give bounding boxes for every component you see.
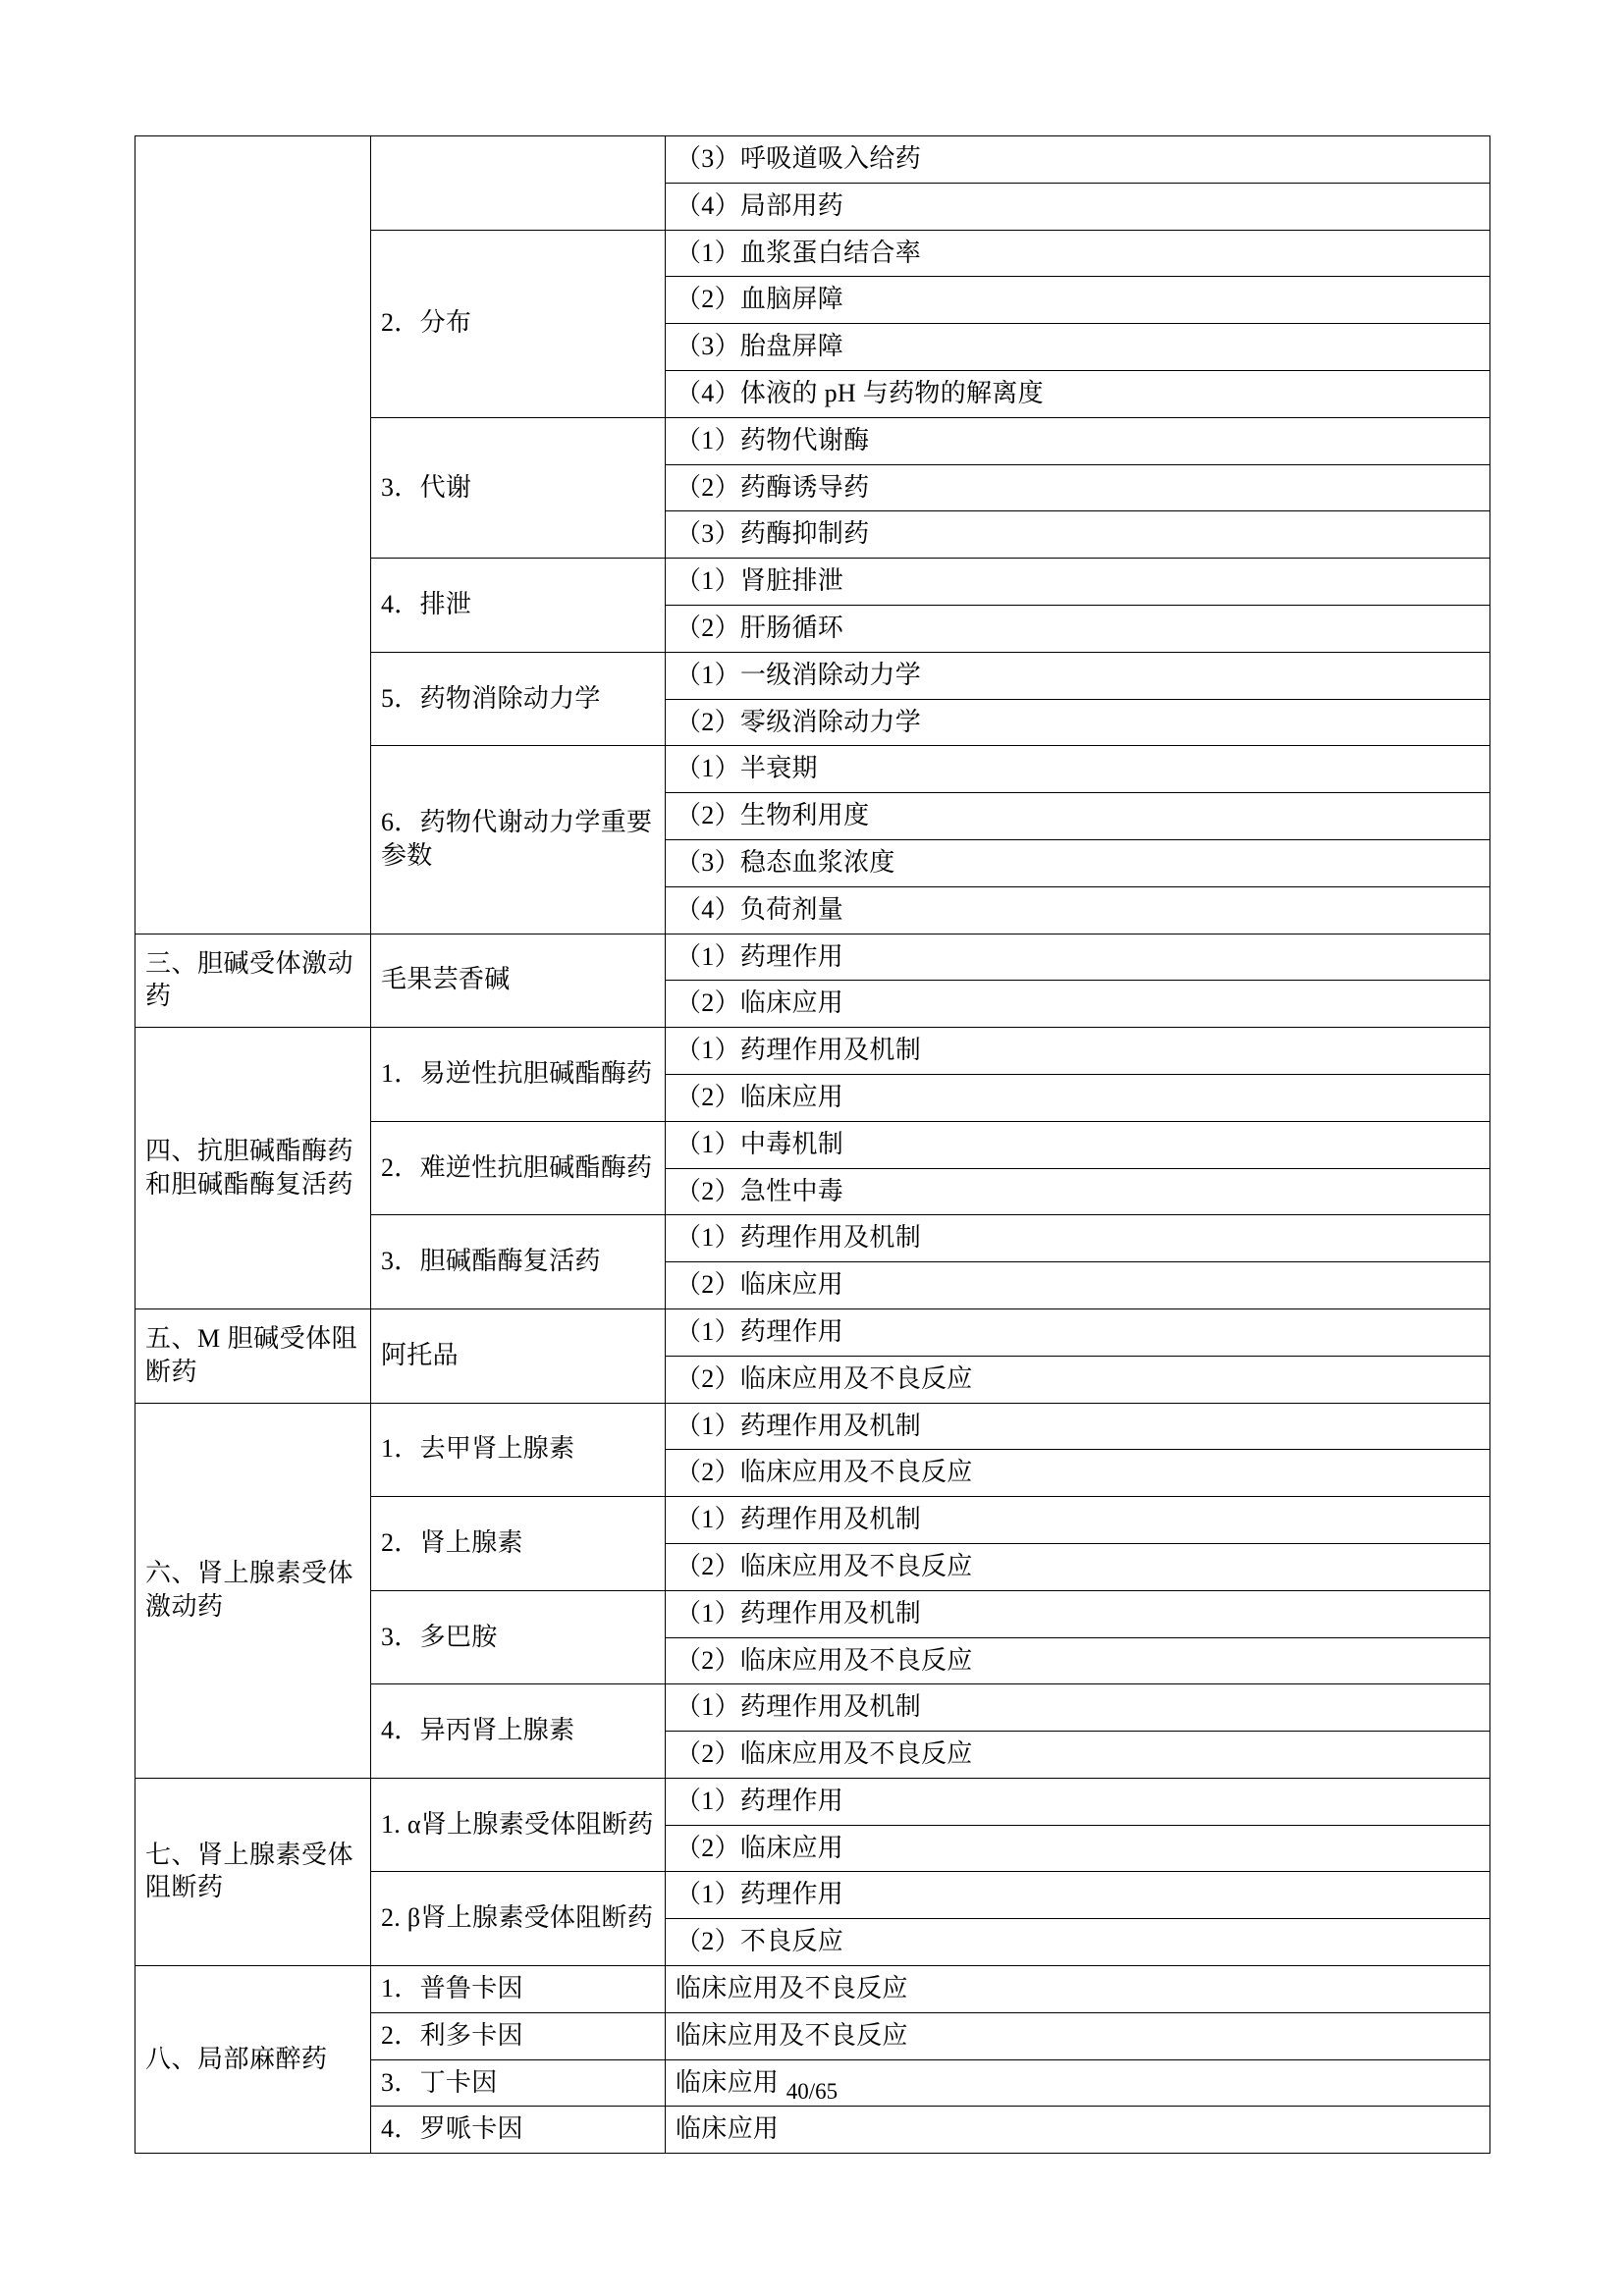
detail-cell: （2）血脑屏障 [666,277,1490,324]
topic-cell-elimination-kinetics: 5．药物消除动力学 [371,652,666,746]
table-row [135,934,1490,981]
topic-cell-irreversible-anticholinesterase: 2．难逆性抗胆碱酯酶药 [371,1121,666,1215]
topic-cell-pilocarpine: 毛果芸香碱 [371,934,666,1028]
detail-cell: （2）零级消除动力学 [666,699,1490,746]
table-row [135,1778,1490,1825]
topic-cell-noradrenaline: 1．去甲肾上腺素 [371,1403,666,1497]
topic-cell-pk-parameters: 6．药物代谢动力学重要参数 [371,746,666,934]
detail-cell: （2）药酶诱导药 [666,464,1490,511]
detail-cell: （1）药物代谢酶 [666,417,1490,464]
detail-cell: （1）药理作用 [666,1872,1490,1919]
category-cell-section-6: 六、肾上腺素受体激动药 [135,1403,371,1778]
topic-cell-lidocaine: 2．利多卡因 [371,2012,666,2059]
detail-cell: （1）药理作用 [666,934,1490,981]
page-footer: 40/65 [785,2079,839,2104]
detail-cell: 临床应用及不良反应 [666,2012,1490,2059]
table-row [135,136,1490,184]
syllabus-table-body [135,136,1490,2154]
category-cell-section-5: 五、M 胆碱受体阻断药 [135,1308,371,1403]
category-cell-section-4: 四、抗胆碱酯酶药和胆碱酯酶复活药 [135,1028,371,1309]
topic-cell-distribution: 2．分布 [371,230,666,417]
topic-cell-continued [371,136,666,231]
category-cell-continued [135,136,371,934]
topic-cell-atropine: 阿托品 [371,1308,666,1403]
detail-cell: （1）药理作用及机制 [666,1215,1490,1262]
detail-cell: （3）稳态血浆浓度 [666,839,1490,886]
detail-cell: （2）生物利用度 [666,793,1490,840]
detail-cell: （2）临床应用 [666,981,1490,1028]
syllabus-table-wrapper [135,135,1489,2154]
detail-cell: （1）药理作用及机制 [666,1684,1490,1732]
detail-cell: （3）药酶抑制药 [666,511,1490,559]
detail-cell: （3）胎盘屏障 [666,324,1490,371]
detail-cell: （2）临床应用及不良反应 [666,1637,1490,1684]
detail-cell: （2）不良反应 [666,1919,1490,1966]
topic-cell-dopamine: 3．多巴胺 [371,1590,666,1684]
topic-cell-procaine: 1．普鲁卡因 [371,1966,666,2013]
detail-cell: （4）局部用药 [666,183,1490,230]
detail-cell: （1）血浆蛋白结合率 [666,230,1490,277]
topic-cell-excretion: 4．排泄 [371,559,666,653]
detail-cell: （2）临床应用及不良反应 [666,1543,1490,1590]
table-row [135,1403,1490,1450]
topic-cell-adrenaline: 2．肾上腺素 [371,1497,666,1591]
table-row [135,1028,1490,1075]
syllabus-table [135,135,1490,2154]
detail-cell: （2）临床应用 [666,1825,1490,1872]
detail-cell: （2）临床应用及不良反应 [666,1450,1490,1497]
detail-cell: （2）临床应用及不良反应 [666,1732,1490,1779]
topic-cell-cholinesterase-reactivator: 3．胆碱酯酶复活药 [371,1215,666,1309]
detail-cell: （2）临床应用及不良反应 [666,1356,1490,1403]
detail-cell: （1）中毒机制 [666,1121,1490,1168]
detail-cell: （1）药理作用及机制 [666,1403,1490,1450]
detail-cell: （1）肾脏排泄 [666,559,1490,606]
topic-cell-ropivacaine: 4．罗哌卡因 [371,2107,666,2154]
topic-cell-reversible-anticholinesterase: 1．易逆性抗胆碱酯酶药 [371,1028,666,1122]
detail-cell: （1）一级消除动力学 [666,652,1490,699]
detail-cell: （4）体液的 pH 与药物的解离度 [666,370,1490,417]
detail-cell: （3）呼吸道吸入给药 [666,136,1490,184]
detail-cell: 临床应用 [666,2059,1490,2107]
table-row [135,1966,1490,2013]
table-row [135,1308,1490,1356]
category-cell-section-7: 七、肾上腺素受体阻断药 [135,1778,371,1965]
topic-cell-alpha-blocker: 1. α肾上腺素受体阻断药 [371,1778,666,1872]
detail-cell: （1）药理作用 [666,1308,1490,1356]
detail-cell: （4）负荷剂量 [666,886,1490,934]
category-cell-section-8: 八、局部麻醉药 [135,1966,371,2154]
detail-cell: （1）半衰期 [666,746,1490,793]
category-cell-section-3: 三、胆碱受体激动药 [135,934,371,1028]
detail-cell: （2）急性中毒 [666,1168,1490,1215]
detail-cell: （2）临床应用 [666,1074,1490,1121]
topic-cell-tetracaine: 3．丁卡因 [371,2059,666,2107]
topic-cell-beta-blocker: 2. β肾上腺素受体阻断药 [371,1872,666,1966]
detail-cell: （1）药理作用及机制 [666,1590,1490,1637]
detail-cell: （2）肝肠循环 [666,605,1490,652]
detail-cell: （2）临床应用 [666,1262,1490,1309]
detail-cell: （1）药理作用 [666,1778,1490,1825]
detail-cell: （1）药理作用及机制 [666,1497,1490,1544]
detail-cell: 临床应用 [666,2107,1490,2154]
topic-cell-metabolism: 3．代谢 [371,417,666,558]
detail-cell: 临床应用及不良反应 [666,1966,1490,2013]
detail-cell: （1）药理作用及机制 [666,1028,1490,1075]
topic-cell-isoprenaline: 4．异丙肾上腺素 [371,1684,666,1779]
